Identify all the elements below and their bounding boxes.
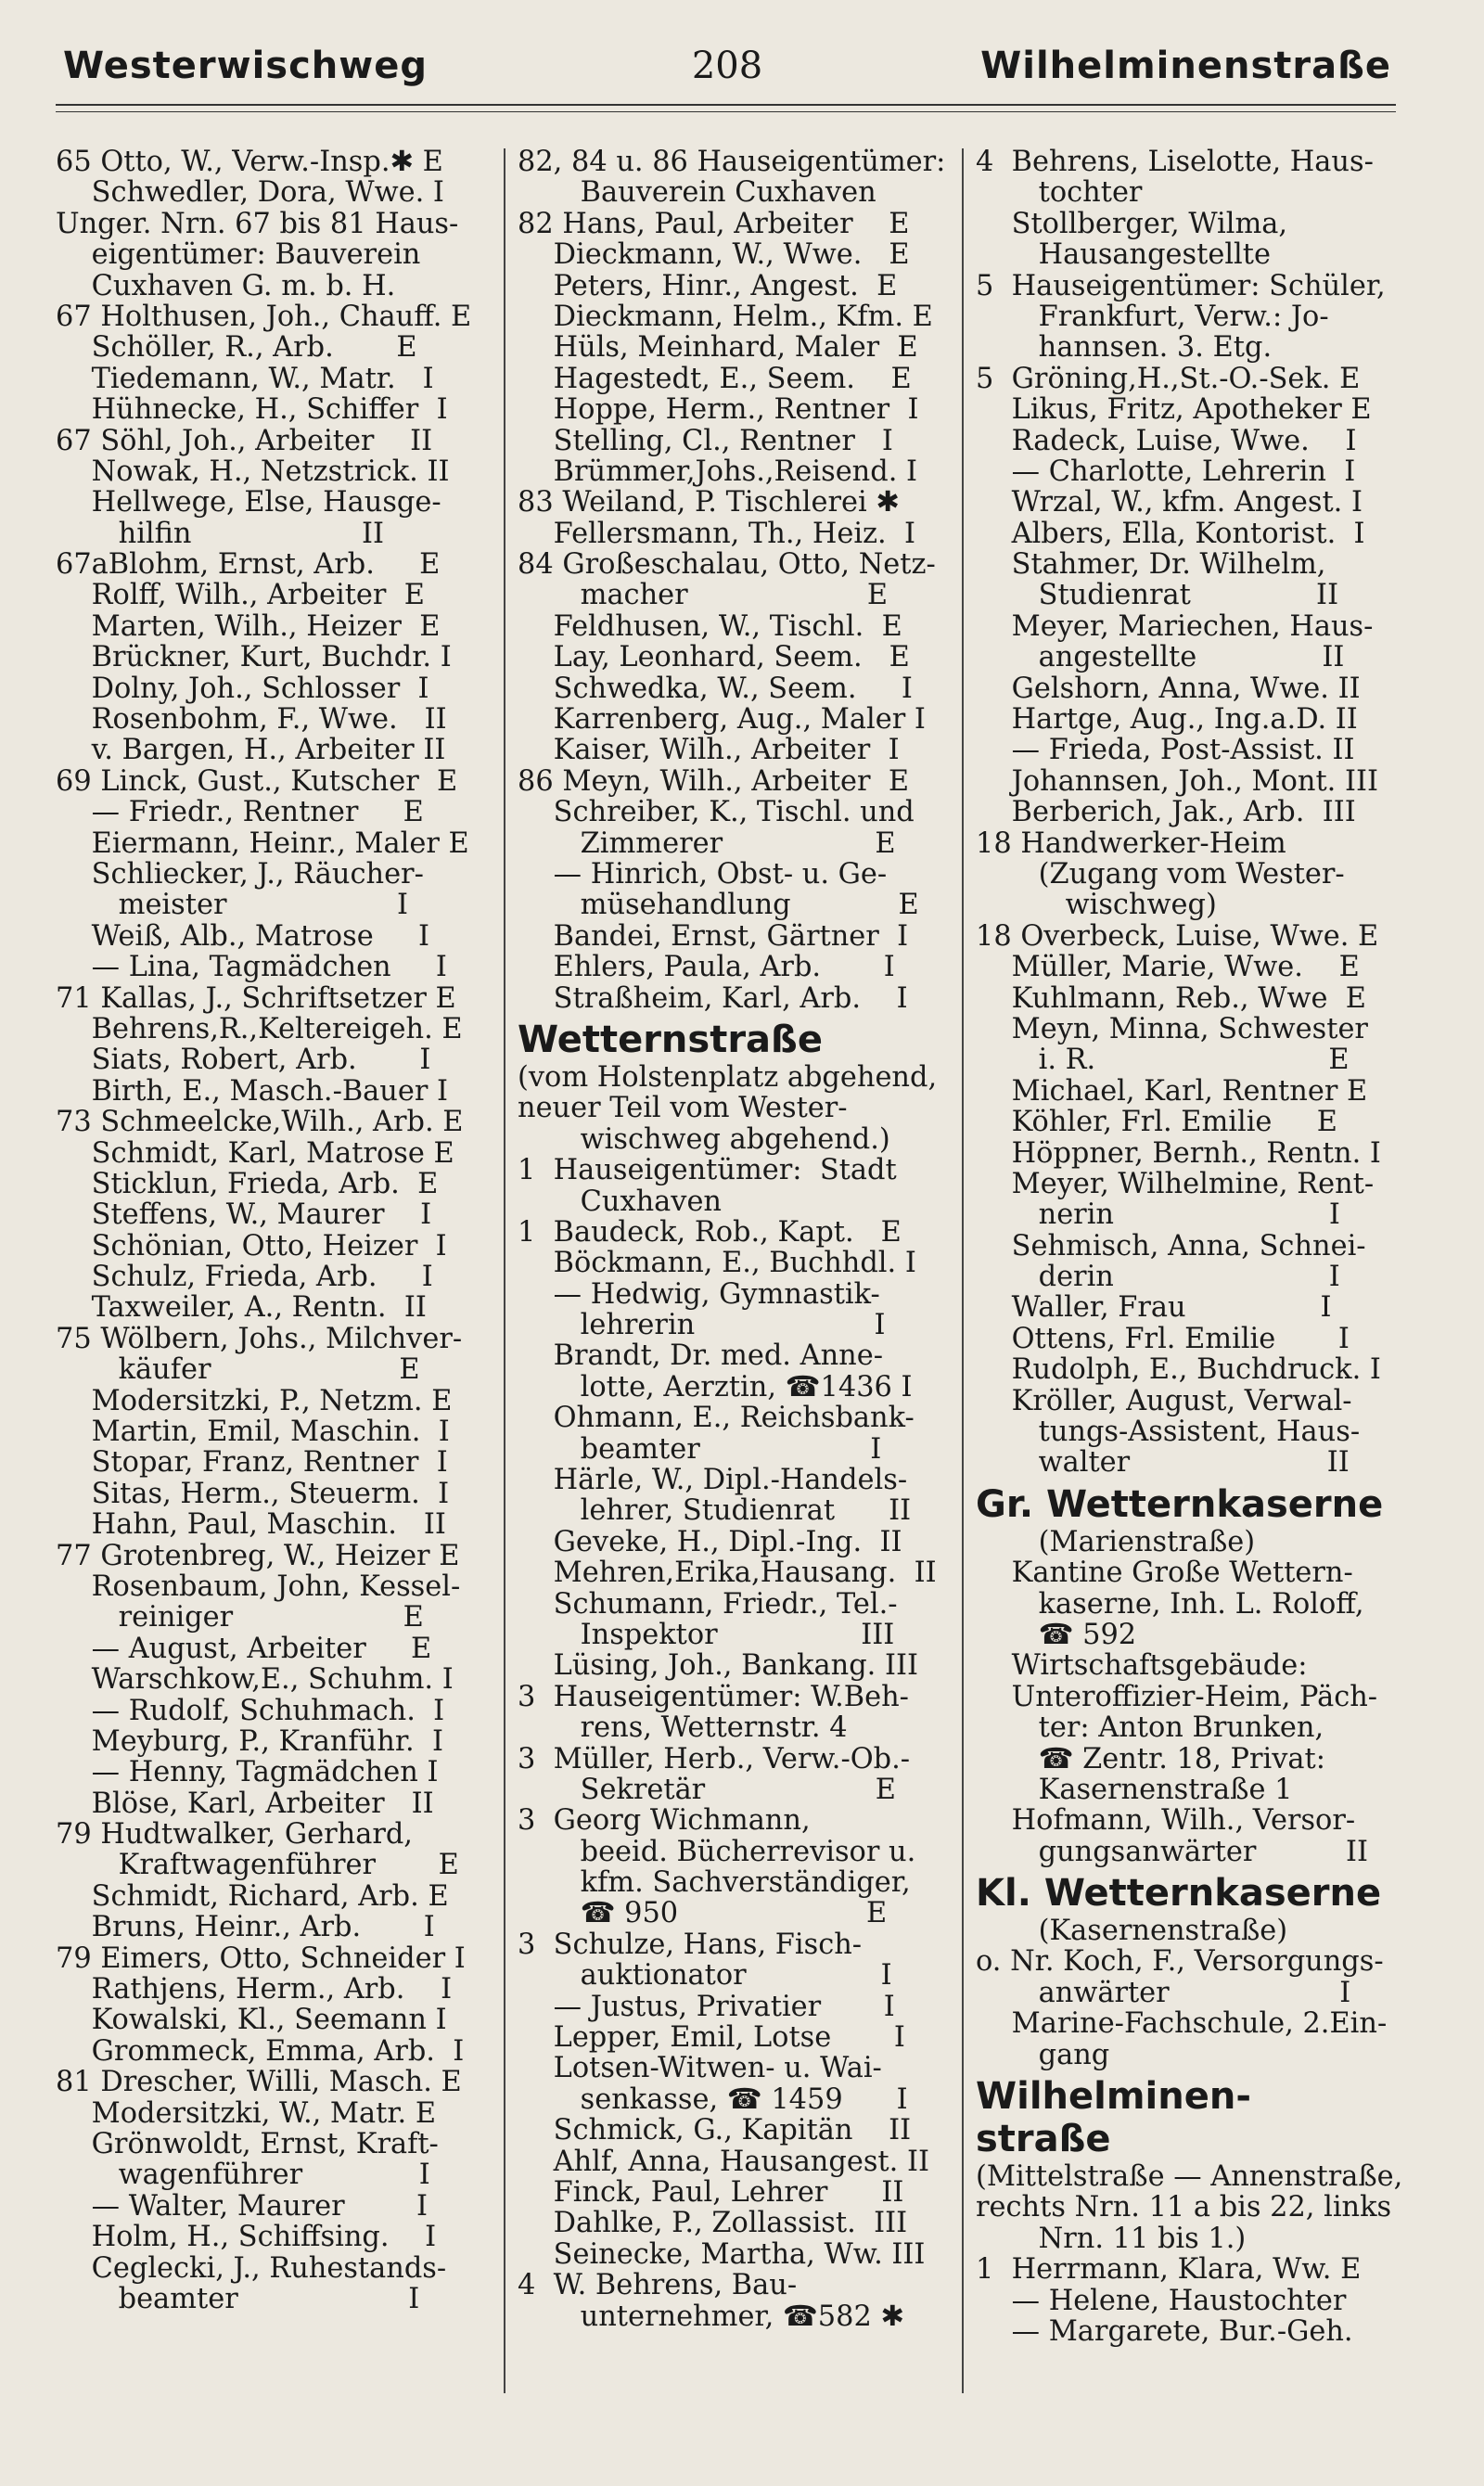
directory-entry-line: (vom Holstenplatz abgehend, [518, 1061, 938, 1094]
directory-entry-line: Schmidt, Richard, Arb. E [56, 1880, 449, 1913]
directory-entry-line: Hühnecke, H., Schiffer I [56, 394, 448, 426]
directory-entry-line: Taxweiler, A., Rentn. II [56, 1292, 427, 1324]
directory-entry-line: eigentümer: Bauverein [56, 239, 421, 271]
directory-entry-line: Köhler, Frl. Emilie E [976, 1107, 1337, 1138]
directory-entry-line: Dieckmann, Helm., Kfm. E [518, 301, 933, 333]
directory-entry-line: Ohmann, E., Reichsbank- [518, 1403, 915, 1434]
column-separator [504, 148, 505, 2393]
directory-entry-line: Schöller, R., Arb. E [56, 332, 417, 364]
directory-entry-line: 3 Georg Wichmann, [518, 1805, 811, 1837]
directory-entry-line: tungs-Assistent, Haus- [976, 1416, 1361, 1448]
directory-entry-line: Ceglecki, J., Ruhestands- [56, 2252, 447, 2284]
directory-entry-line: müsehandlung E [518, 890, 919, 921]
directory-entry-line: 83 Weiland, P. Tischlerei ✱ [518, 487, 900, 519]
directory-entry-line: Stelling, Cl., Rentner I [518, 425, 893, 456]
directory-entry-line: Ehlers, Paula, Arb. I [518, 952, 895, 983]
directory-entry-line: — Lina, Tagmädchen I [56, 952, 447, 983]
directory-entry-line: Stollberger, Wilma, [976, 208, 1288, 240]
directory-entry-line: Brümmer,Johs.,Reisend. I [518, 455, 918, 488]
directory-entry-line: beamter I [518, 1433, 882, 1466]
directory-entry-line: Unger. Nrn. 67 bis 81 Haus- [56, 208, 459, 240]
directory-entry-line: Hellwege, Else, Hausge- [56, 487, 441, 519]
directory-entry-line: ☎ 592 [976, 1619, 1137, 1651]
directory-entry-line: meister I [56, 890, 409, 921]
directory-entry-line: Blöse, Karl, Arbeiter II [56, 1788, 434, 1820]
directory-entry-line: derin I [976, 1262, 1340, 1293]
directory-entry-line: Feldhusen, W., Tischl. E [518, 610, 902, 643]
directory-entry-line: 5 Hauseigentümer: Schüler, [976, 270, 1386, 301]
directory-entry-line: Kröller, August, Verwal- [976, 1385, 1352, 1417]
directory-entry-line: angestellte II [976, 642, 1345, 673]
directory-entry-line: Warschkow,E., Schuhm. I [56, 1664, 454, 1696]
directory-entry-line: käufer E [56, 1354, 420, 1386]
directory-entry-line: Wirtschaftsgebäude: [976, 1650, 1308, 1682]
directory-entry-line: Lotsen-Witwen- u. Wai- [518, 2053, 882, 2084]
directory-entry-line: Karrenberg, Aug., Maler I [518, 704, 926, 736]
street-heading-wetternstrasse: Wetternstraße [518, 1019, 823, 1060]
directory-entry-line: Rolff, Wilh., Arbeiter E [56, 580, 425, 611]
directory-entry-line: Michael, Karl, Rentner E [976, 1075, 1368, 1108]
column-separator [962, 148, 964, 2393]
directory-entry-line: Fellersmann, Th., Heiz. I [518, 518, 916, 550]
directory-entry-line: Bauverein Cuxhaven [518, 177, 876, 209]
directory-entry-line: Schmidt, Karl, Matrose E [56, 1137, 454, 1169]
directory-entry-line: Seinecke, Martha, Ww. III [518, 2238, 926, 2271]
directory-entry-line: 4 W. Behrens, Bau- [518, 2270, 798, 2301]
directory-entry-line: hilfin II [56, 518, 385, 550]
directory-entry-line: Schulz, Frieda, Arb. I [56, 1262, 433, 1293]
directory-entry-line: lotte, Aerztin, ☎1436 I [518, 1371, 913, 1403]
directory-entry-line: wischweg abgehend.) [518, 1123, 890, 1156]
directory-entry-line: Bruns, Heinr., Arb. I [56, 1912, 435, 1943]
directory-entry-line: 5 Gröning,H.,St.-O.-Sek. E [976, 363, 1361, 395]
directory-entry-line: 3 Müller, Herb., Verw.-Ob.- [518, 1743, 911, 1775]
directory-entry-line: reiniger E [56, 1602, 424, 1634]
directory-entry-line: Modersitzki, P., Netzm. E [56, 1385, 453, 1417]
directory-entry-line: kfm. Sachverständiger, [518, 1867, 911, 1899]
directory-entry-line: Schreiber, K., Tischl. und [518, 797, 915, 828]
directory-entry-line: Hahn, Paul, Maschin. II [56, 1509, 446, 1541]
directory-entry-line: Lay, Leonhard, Seem. E [518, 642, 910, 673]
directory-entry-line: Grommeck, Emma, Arb. I [56, 2035, 465, 2068]
street-heading-gr-wetternkaserne: Gr. Wetternkaserne [976, 1483, 1384, 1525]
directory-entry-line: Radeck, Luise, Wwe. I [976, 425, 1357, 456]
directory-entry-line: — Walter, Maurer I [56, 2190, 428, 2223]
directory-entry-line: Schwedler, Dora, Wwe. I [56, 177, 444, 209]
directory-entry-line: (Kasernenstraße) [976, 1916, 1288, 1947]
directory-entry-line: Kantine Große Wettern- [976, 1557, 1353, 1589]
directory-entry-line: Marten, Wilh., Heizer E [56, 610, 441, 643]
directory-entry-line: walter II [976, 1447, 1350, 1479]
directory-entry-line: Martin, Emil, Maschin. I [56, 1416, 450, 1448]
column-3 [976, 147, 1412, 2347]
directory-entry-line: (Marienstraße) [976, 1526, 1256, 1558]
header-rule [56, 104, 1396, 106]
directory-entry-line: Meyer, Wilhelmine, Rent- [976, 1168, 1375, 1200]
page-number: 208 [691, 45, 763, 87]
directory-entry-line: Schönian, Otto, Heizer I [56, 1230, 447, 1262]
directory-entry-line: — Henny, Tagmädchen I [56, 1757, 439, 1788]
directory-entry-line: Holm, H., Schiffsing. I [56, 2222, 437, 2253]
directory-entry-line: Schwedka, W., Seem. I [518, 673, 913, 705]
directory-entry-line: Cuxhaven G. m. b. H. [56, 270, 396, 301]
directory-entry-line: 67 Holthusen, Joh., Chauff. E [56, 301, 472, 333]
directory-entry-line: — Hedwig, Gymnastik- [518, 1278, 880, 1311]
directory-entry-line: Berberich, Jak., Arb. III [976, 797, 1356, 828]
directory-entry-line: Lepper, Emil, Lotse I [518, 2022, 905, 2054]
directory-entry-line: Hartge, Aug., Ing.a.D. II [976, 704, 1358, 736]
directory-entry-line: Sticklun, Frieda, Arb. E [56, 1168, 439, 1200]
directory-entry-line: Behrens,R.,Keltereigeh. E [56, 1013, 463, 1045]
directory-entry-line: Stopar, Franz, Rentner I [56, 1447, 448, 1479]
directory-entry-line: Schumann, Friedr., Tel.- [518, 1588, 898, 1620]
directory-entry-line: Müller, Marie, Wwe. E [976, 952, 1360, 983]
directory-entry-line: kaserne, Inh. L. Roloff, [976, 1588, 1364, 1620]
page-header [63, 45, 1391, 100]
directory-entry-line: unternehmer, ☎582 ✱ [518, 2300, 904, 2332]
directory-entry-line: Inspektor III [518, 1619, 895, 1651]
directory-entry-line: Finck, Paul, Lehrer II [518, 2177, 904, 2209]
directory-entry-line: i. R. E [976, 1044, 1350, 1076]
directory-entry-line: Schliecker, J., Räucher- [56, 858, 424, 891]
directory-entry-line: Ahlf, Anna, Hausangest. II [518, 2146, 929, 2177]
directory-entry-line: Cuxhaven [518, 1185, 723, 1217]
directory-entry-line: Kaiser, Wilh., Arbeiter I [518, 735, 900, 766]
directory-entry-line: Steffens, W., Maurer I [56, 1199, 432, 1231]
header-left-street: Westerwischweg [63, 45, 428, 87]
directory-entry-line: Kraftwagenführer E [56, 1850, 459, 1881]
directory-entry-line: — Margarete, Bur.-Geh. [976, 2316, 1353, 2348]
directory-entry-line: Kuhlmann, Reb., Wwe E [976, 982, 1366, 1014]
directory-entry-line: Meyn, Minna, Schwester [976, 1013, 1368, 1045]
directory-entry-line: beeid. Bücherrevisor u. [518, 1836, 916, 1868]
directory-entry-line: Ottens, Frl. Emilie I [976, 1323, 1350, 1355]
directory-entry-line: hannsen. 3. Etg. [976, 332, 1273, 364]
directory-entry-line: 81 Drescher, Willi, Masch. E [56, 2067, 462, 2098]
directory-entry-line: Tiedemann, W., Matr. I [56, 363, 434, 395]
directory-entry-line: 65 Otto, W., Verw.-Insp.✱ E [56, 147, 443, 178]
directory-entry-line: Waller, Frau I [976, 1292, 1332, 1324]
directory-entry-line: senkasse, ☎ 1459 I [518, 2083, 908, 2116]
directory-entry-line: Johannsen, Joh., Mont. III [976, 765, 1379, 798]
directory-entry-line: Härle, W., Dipl.-Handels- [518, 1465, 908, 1496]
directory-entry-line: Peters, Hinr., Angest. E [518, 270, 898, 301]
directory-entry-line: — Frieda, Post-Assist. II [976, 735, 1355, 766]
directory-entry-line: Birth, E., Masch.-Bauer I [56, 1075, 449, 1108]
directory-entry-line: 79 Hudtwalker, Gerhard, [56, 1819, 413, 1851]
directory-entry-line: 69 Linck, Gust., Kutscher E [56, 765, 458, 798]
directory-entry-line: 77 Grotenbreg, W., Heizer E [56, 1540, 460, 1571]
directory-entry-line: lehrerin I [518, 1310, 886, 1341]
directory-entry-line: 1 Herrmann, Klara, Ww. E [976, 2254, 1362, 2286]
directory-entry-line: Grönwoldt, Ernst, Kraft- [56, 2129, 439, 2160]
directory-entry-line: Höppner, Bernh., Rentn. I [976, 1137, 1381, 1169]
directory-entry-line: 71 Kallas, J., Schriftsetzer E [56, 982, 456, 1014]
directory-entry-line: 73 Schmeelcke,Wilh., Arb. E [56, 1107, 464, 1138]
header-rule-thin [56, 111, 1396, 112]
directory-entry-line: ☎ Zentr. 18, Privat: [976, 1743, 1325, 1775]
directory-entry-line: 82, 84 u. 86 Hauseigentümer: [518, 147, 946, 178]
directory-entry-line: Eiermann, Heinr., Maler E [56, 827, 469, 859]
directory-entry-line: wischweg) [976, 890, 1217, 921]
directory-entry-line: o. Nr. Koch, F., Versorgungs- [976, 1946, 1384, 1978]
directory-entry-line: Hoppe, Herm., Rentner I [518, 394, 919, 426]
directory-entry-line: Meyer, Mariechen, Haus- [976, 610, 1374, 643]
directory-entry-line: 4 Behrens, Liselotte, Haus- [976, 147, 1374, 178]
directory-entry-line: Weiß, Alb., Matrose I [56, 920, 429, 953]
directory-entry-line: Gelshorn, Anna, Wwe. II [976, 673, 1361, 705]
column-1 [56, 147, 492, 2314]
directory-entry-line: Bandei, Ernst, Gärtner I [518, 920, 909, 953]
street-heading-wilhelminenstrasse-cont: straße [976, 2119, 1111, 2160]
directory-entry-line: Dolny, Joh., Schlosser I [56, 673, 429, 705]
directory-entry-line: rechts Nrn. 11 a bis 22, links [976, 2192, 1392, 2223]
directory-entry-line: Zimmerer E [518, 827, 896, 859]
directory-entry-line: 67 Söhl, Joh., Arbeiter II [56, 425, 433, 456]
directory-entry-line: Likus, Fritz, Apotheker E [976, 394, 1372, 426]
directory-entry-line: Sekretär E [518, 1774, 896, 1806]
directory-entry-line: Marine-Fachschule, 2.Ein- [976, 2008, 1388, 2040]
directory-entry-line: gungsanwärter II [976, 1836, 1368, 1868]
directory-entry-line: Rudolph, E., Buchdruck. I [976, 1354, 1381, 1386]
directory-entry-line: — Justus, Privatier I [518, 1991, 895, 2023]
directory-entry-line: nerin I [976, 1199, 1340, 1231]
directory-entry-line: Schmick, G., Kapitän II [518, 2115, 912, 2146]
directory-entry-line: 84 Großeschalau, Otto, Netz- [518, 549, 936, 581]
directory-entry-line: Rosenbaum, John, Kessel- [56, 1570, 461, 1603]
directory-entry-line: Dieckmann, W., Wwe. E [518, 239, 910, 271]
directory-entry-line: Sitas, Herm., Steuerm. I [56, 1478, 450, 1510]
directory-entry-line: — August, Arbeiter E [56, 1633, 432, 1665]
directory-entry-line: Nowak, H., Netzstrick. II [56, 455, 450, 488]
directory-entry-line: ☎ 950 E [518, 1898, 888, 1929]
directory-entry-line: Kowalski, Kl., Seemann I [56, 2005, 447, 2036]
column-2 [518, 147, 953, 2332]
directory-entry-line: 3 Hauseigentümer: W.Beh- [518, 1681, 909, 1713]
directory-entry-line: ter: Anton Brunken, [976, 1712, 1324, 1744]
directory-entry-line: 86 Meyn, Wilh., Arbeiter E [518, 765, 910, 798]
directory-entry-line: rens, Wetternstr. 4 [518, 1712, 848, 1744]
directory-entry-line: Wrzal, W., kfm. Angest. I [976, 487, 1363, 519]
directory-entry-line: Lüsing, Joh., Bankang. III [518, 1650, 919, 1682]
directory-entry-line: — Friedr., Rentner E [56, 797, 424, 828]
directory-entry-line: Studienrat II [976, 580, 1339, 611]
street-heading-kl-wetternkaserne: Kl. Wetternkaserne [976, 1873, 1382, 1915]
directory-entry-line: neuer Teil vom Wester- [518, 1093, 848, 1124]
directory-entry-line: Albers, Ella, Kontorist. I [976, 518, 1365, 550]
directory-entry-line: Unteroffizier-Heim, Päch- [976, 1681, 1378, 1713]
directory-entry-line: 18 Handwerker-Heim [976, 827, 1286, 859]
directory-entry-line: — Hinrich, Obst- u. Ge- [518, 858, 888, 891]
directory-entry-line: Brückner, Kurt, Buchdr. I [56, 642, 452, 673]
directory-entry-line: Siats, Robert, Arb. I [56, 1044, 431, 1076]
directory-entry-line: — Rudolf, Schuhmach. I [56, 1695, 445, 1726]
directory-entry-line: (Zugang vom Wester- [976, 858, 1345, 891]
directory-entry-line: 75 Wölbern, Johs., Milchver- [56, 1323, 463, 1355]
directory-entry-line: Nrn. 11 bis 1.) [976, 2223, 1247, 2255]
directory-entry-line: Hausangestellte [976, 239, 1271, 271]
directory-entry-line: — Helene, Haustochter [976, 2285, 1347, 2316]
directory-entry-line: 1 Hauseigentümer: Stadt [518, 1155, 897, 1186]
directory-entry-line: Frankfurt, Verw.: Jo- [976, 301, 1329, 333]
directory-entry-line: Hofmann, Wilh., Versor- [976, 1805, 1356, 1837]
directory-entry-line: Meyburg, P., Kranführ. I [56, 1725, 444, 1758]
directory-entry-line: tochter [976, 177, 1143, 209]
directory-entry-line: 3 Schulze, Hans, Fisch- [518, 1929, 863, 1961]
directory-entry-line: 82 Hans, Paul, Arbeiter E [518, 208, 910, 240]
directory-entry-line: Mehren,Erika,Hausang. II [518, 1557, 937, 1589]
header-right-street: Wilhelminenstraße [980, 45, 1391, 87]
street-heading-wilhelminenstrasse: Wilhelminen- [976, 2076, 1251, 2118]
directory-entry-line: Straßheim, Karl, Arb. I [518, 982, 908, 1014]
directory-entry-line: gang [976, 2039, 1110, 2071]
directory-entry-line: Dahlke, P., Zollassist. III [518, 2208, 908, 2239]
directory-entry-line: lehrer, Studienrat II [518, 1495, 912, 1527]
directory-entry-line: Hüls, Meinhard, Maler E [518, 332, 918, 364]
directory-entry-line: Modersitzki, W., Matr. E [56, 2097, 437, 2129]
directory-entry-line: macher E [518, 580, 889, 611]
directory-entry-line: auktionator I [518, 1960, 892, 1992]
directory-entry-line: 1 Baudeck, Rob., Kapt. E [518, 1216, 902, 1249]
directory-entry-line: Sehmisch, Anna, Schnei- [976, 1230, 1366, 1262]
directory-entry-line: Rosenbohm, F., Wwe. II [56, 704, 447, 736]
directory-entry-line: Brandt, Dr. med. Anne- [518, 1340, 883, 1372]
directory-entry-line: wagenführer I [56, 2159, 430, 2191]
directory-entry-line: v. Bargen, H., Arbeiter II [56, 735, 446, 766]
directory-entry-line: Kasernenstraße 1 [976, 1774, 1293, 1806]
directory-entry-line: 67aBlohm, Ernst, Arb. E [56, 549, 441, 581]
directory-entry-line: Hagestedt, E., Seem. E [518, 363, 912, 395]
directory-entry-line: Geveke, H., Dipl.-Ing. II [518, 1526, 902, 1558]
directory-entry-line: 79 Eimers, Otto, Schneider I [56, 1942, 466, 1975]
directory-entry-line: Rathjens, Herm., Arb. I [56, 1974, 453, 2005]
directory-entry-line: 18 Overbeck, Luise, Wwe. E [976, 920, 1379, 953]
directory-entry-line: beamter I [56, 2283, 420, 2315]
directory-entry-line: (Mittelstraße — Annenstraße, [976, 2161, 1403, 2193]
directory-entry-line: — Charlotte, Lehrerin I [976, 455, 1356, 488]
directory-entry-line: anwärter I [976, 1977, 1351, 2009]
directory-entry-line: Stahmer, Dr. Wilhelm, [976, 549, 1326, 581]
directory-entry-line: Böckmann, E., Buchhdl. I [518, 1248, 916, 1279]
